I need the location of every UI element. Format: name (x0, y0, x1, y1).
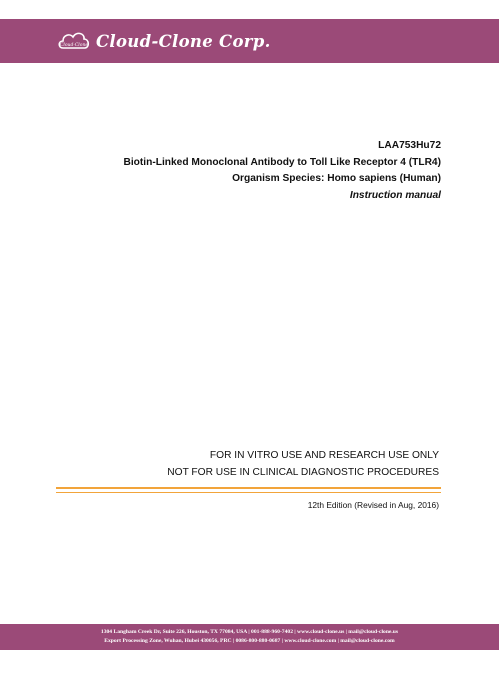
catalog-number: LAA753Hu72 (378, 140, 441, 151)
usage-notice-line-1: FOR IN VITRO USE AND RESEARCH USE ONLY (209, 450, 439, 461)
usage-notice-line-2: NOT FOR USE IN CLINICAL DIAGNOSTIC PROCEDURES (167, 466, 439, 478)
organism-species: Organism Species: Homo sapiens (Human) (232, 173, 441, 185)
company-name: Cloud-Clone Corp. (96, 31, 271, 51)
company-logo (57, 28, 271, 54)
product-title-block (41, 138, 441, 204)
header-band (0, 19, 499, 63)
cloud-logo-icon (57, 28, 91, 54)
usage-notice (39, 448, 439, 481)
svg-text:Cloud-Clone: Cloud-Clone (59, 43, 89, 48)
divider-thin (56, 492, 441, 493)
divider-thick (56, 487, 441, 489)
edition-note: 12th Edition (Revised in Aug, 2016) (307, 500, 439, 510)
product-name: Biotin-Linked Monoclonal Antibody to Toll Like Receptor 4 (TLR4) (123, 156, 441, 168)
footer-band (0, 624, 499, 650)
footer-address-china: Export Processing Zone, Wuhan, Hubei 430056, PRC | 0086-800-880-0687 | www.cloud-clone.com | mail@cloud-clone.com (104, 638, 395, 644)
footer-address-us: 1304 Langham Creek Dr, Suite 226, Houston, TX 77084, USA | 001-888-960-7402 | www.cloud-clone.us | mail@cloud-clone.us (100, 629, 399, 635)
document-type: Instruction manual (349, 189, 441, 201)
